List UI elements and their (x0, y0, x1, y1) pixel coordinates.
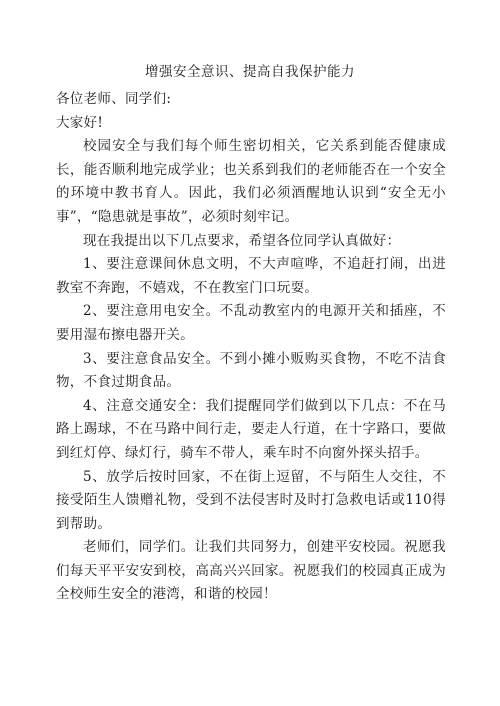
paragraph-intro: 校园安全与我们每个师生密切相关，它关系到能否健康成长，能否顺利地完成学业；也关系到我们的老师能否在一个安全的环境中教书育人。因此，我们必须酒醒地认识到“安全无小事”，“隐患就是事故”，必须时刻牢记。 (56, 138, 446, 225)
paragraph-item-1: 1、要注意课间休息文明，不大声喧哗，不追赶打闹，出进教室不奔跑，不嬉戏，不在教室门口玩耍。 (56, 256, 446, 296)
paragraph-item-4: 4、注意交通安全：我们提醒同学们做到以下几点：不在马路上踢球，不在马路中间行走，要走人行道，在十字路口，要做到红灯停、绿灯行，骑车不带人，乘车时不向窗外探头招手。 (56, 397, 446, 461)
document-body (56, 88, 446, 607)
paragraph-requirements: 现在我提出以下几点要求，希望各位同学认真做好： (83, 232, 401, 249)
salutation: 各位老师、同学们: (56, 91, 172, 107)
paragraph-item-5: 5、放学后按时回家，不在街上逗留，不与陌生人交往，不接受陌生人馈赠礼物，受到不法侵害时及时打急救电话或110得到帮助。 (56, 468, 446, 532)
paragraph-closing: 老师们，同学们。让我们共同努力，创建平安校园。祝愿我们每天平平安安到校，高高兴兴回家。祝愿我们的校园真正成为全校师生安全的港湾，和谐的校园！ (56, 539, 446, 603)
greeting: 大家好! (56, 114, 104, 131)
paragraph-item-2: 2、要注意用电安全。不乱动教室内的电源开关和插座，不要用湿布擦电器开关。 (56, 303, 446, 343)
paragraph-item-3: 3、要注意食品安全。不到小摊小贩购买食物，不吃不洁食物，不食过期食品。 (56, 350, 446, 391)
document-title: 增强安全意识、提高自我保护能力 (145, 64, 355, 80)
